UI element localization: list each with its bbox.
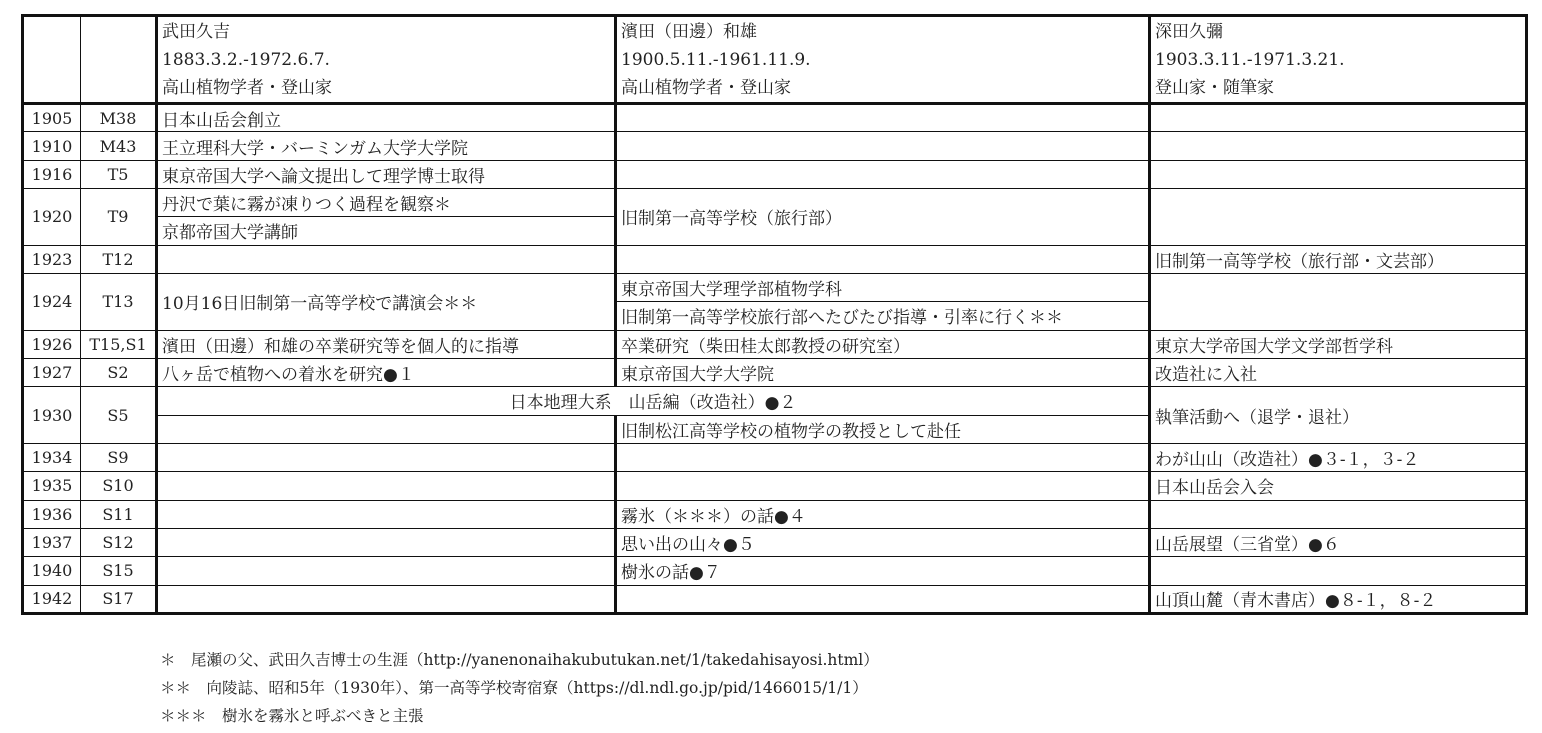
fukada-cell [1150, 104, 1527, 132]
person-role: 高山植物学者・登山家 [162, 77, 332, 98]
takeda-cell [157, 443, 616, 471]
hamada-cell [616, 472, 1150, 500]
era-cell: S5 [81, 387, 157, 444]
year-cell: 1936 [23, 500, 81, 528]
era-cell: M38 [81, 104, 157, 132]
person-role: 高山植物学者・登山家 [621, 77, 791, 98]
hamada-cell [616, 132, 1150, 160]
takeda-cell [157, 500, 616, 528]
fukada-cell: わが山山（改造社）●３-１，３-２ [1150, 443, 1527, 471]
table-row [23, 245, 1527, 273]
year-cell: 1942 [23, 585, 81, 613]
fukada-cell: 山岳展望（三省堂）●６ [1150, 528, 1527, 556]
table-row [23, 358, 1527, 386]
hamada-cell: 旧制第一高等学校旅行部へたびたび指導・引率に行く＊＊ [616, 302, 1150, 330]
table-row [23, 273, 1527, 301]
fukada-cell [1150, 273, 1527, 330]
year-cell: 1926 [23, 330, 81, 358]
table-row [23, 104, 1527, 132]
footnotes [160, 646, 879, 730]
hamada-cell: 旧制第一高等学校（旅行部） [616, 189, 1150, 246]
takeda-cell: 日本山岳会創立 [157, 104, 616, 132]
takeda-cell [157, 415, 616, 443]
year-cell: 1930 [23, 387, 81, 444]
table-row [23, 443, 1527, 471]
person-name: 濱田（田邊）和雄 [621, 21, 757, 42]
hamada-cell: 旧制松江高等学校の植物学の教授として赴任 [616, 415, 1150, 443]
era-cell: S2 [81, 358, 157, 386]
hamada-cell [616, 585, 1150, 613]
year-cell: 1937 [23, 528, 81, 556]
person-name: 深田久彌 [1155, 21, 1223, 42]
hamada-cell: 霧氷（＊＊＊）の話●４ [616, 500, 1150, 528]
person-role: 登山家・随筆家 [1155, 77, 1274, 98]
table-row [23, 330, 1527, 358]
table-row [23, 160, 1527, 188]
table-row [23, 189, 1527, 217]
takeda-cell: 八ヶ岳で植物への着氷を研究●１ [157, 358, 616, 386]
year-cell: 1935 [23, 472, 81, 500]
era-cell: T9 [81, 189, 157, 246]
fukada-cell: 改造社に入社 [1150, 358, 1527, 386]
footnote-3: ＊＊＊ 樹氷を霧氷と呼ぶべきと主張 [160, 707, 424, 725]
table-row [23, 585, 1527, 613]
era-cell: S10 [81, 472, 157, 500]
year-cell: 1924 [23, 273, 81, 330]
person-header-hamada [616, 16, 1150, 104]
era-cell: S9 [81, 443, 157, 471]
hamada-cell: 思い出の山々●５ [616, 528, 1150, 556]
hamada-cell: 東京帝国大学理学部植物学科 [616, 273, 1150, 301]
hamada-cell [616, 160, 1150, 188]
takeda-cell: 東京帝国大学へ論文提出して理学博士取得 [157, 160, 616, 188]
table-row [23, 500, 1527, 528]
takeda-cell [157, 557, 616, 585]
person-header-takeda [157, 16, 616, 104]
fukada-cell [1150, 160, 1527, 188]
year-cell: 1910 [23, 132, 81, 160]
takeda-cell: 10月16日旧制第一高等学校で講演会＊＊ [157, 273, 616, 330]
shared-work-cell: 日本地理大系 山岳編（改造社）●２ [157, 387, 1150, 415]
era-cell: S17 [81, 585, 157, 613]
person-dates: 1900.5.11.-1961.11.9. [621, 49, 811, 70]
hamada-cell: 樹氷の話●７ [616, 557, 1150, 585]
timeline-table [21, 14, 1528, 615]
fukada-cell [1150, 132, 1527, 160]
table-row [23, 132, 1527, 160]
hamada-cell [616, 104, 1150, 132]
year-cell: 1923 [23, 245, 81, 273]
person-dates: 1883.3.2.-1972.6.7. [162, 49, 330, 70]
year-cell: 1927 [23, 358, 81, 386]
table-row [23, 472, 1527, 500]
era-cell: S11 [81, 500, 157, 528]
fukada-cell [1150, 557, 1527, 585]
header-era-blank [81, 16, 157, 104]
hamada-cell [616, 443, 1150, 471]
takeda-cell: 丹沢で葉に霧が凍りつく過程を観察＊ [157, 189, 616, 217]
table-row [23, 528, 1527, 556]
fukada-cell: 日本山岳会入会 [1150, 472, 1527, 500]
era-cell: M43 [81, 132, 157, 160]
table-row [23, 557, 1527, 585]
era-cell: S15 [81, 557, 157, 585]
era-cell: T15,S1 [81, 330, 157, 358]
fukada-cell [1150, 500, 1527, 528]
takeda-cell: 王立理科大学・バーミンガム大学大学院 [157, 132, 616, 160]
year-cell: 1905 [23, 104, 81, 132]
takeda-cell [157, 585, 616, 613]
era-cell: T5 [81, 160, 157, 188]
year-cell: 1940 [23, 557, 81, 585]
era-cell: T12 [81, 245, 157, 273]
hamada-cell: 卒業研究（柴田桂太郎教授の研究室） [616, 330, 1150, 358]
fukada-cell: 旧制第一高等学校（旅行部・文芸部） [1150, 245, 1527, 273]
fukada-cell: 東京大学帝国大学文学部哲学科 [1150, 330, 1527, 358]
era-cell: S12 [81, 528, 157, 556]
footnote-1: ＊ 尾瀬の父、武田久吉博士の生涯（http://yanenonaihakubutukan.net/1/takedahisayosi.html） [160, 651, 879, 669]
fukada-cell [1150, 189, 1527, 246]
year-cell: 1920 [23, 189, 81, 246]
era-cell: T13 [81, 273, 157, 330]
person-dates: 1903.3.11.-1971.3.21. [1155, 49, 1345, 70]
takeda-cell [157, 528, 616, 556]
footnote-2: ＊＊ 向陵誌、昭和5年（1930年）、第一高等学校寄宿寮（https://dl.ndl.go.jp/pid/1466015/1/1） [160, 679, 868, 697]
year-cell: 1916 [23, 160, 81, 188]
hamada-cell: 東京帝国大学大学院 [616, 358, 1150, 386]
year-cell: 1934 [23, 443, 81, 471]
hamada-cell [616, 245, 1150, 273]
header-row [23, 16, 1527, 104]
table-row [23, 387, 1527, 415]
person-header-fukada [1150, 16, 1527, 104]
takeda-cell: 濱田（田邊）和雄の卒業研究等を個人的に指導 [157, 330, 616, 358]
person-name: 武田久吉 [162, 21, 230, 42]
header-year-blank [23, 16, 81, 104]
takeda-cell: 京都帝国大学講師 [157, 217, 616, 245]
takeda-cell [157, 472, 616, 500]
fukada-cell: 山頂山麓（青木書店）●８-１，８-２ [1150, 585, 1527, 613]
takeda-cell [157, 245, 616, 273]
fukada-cell: 執筆活動へ（退学・退社） [1150, 387, 1527, 444]
